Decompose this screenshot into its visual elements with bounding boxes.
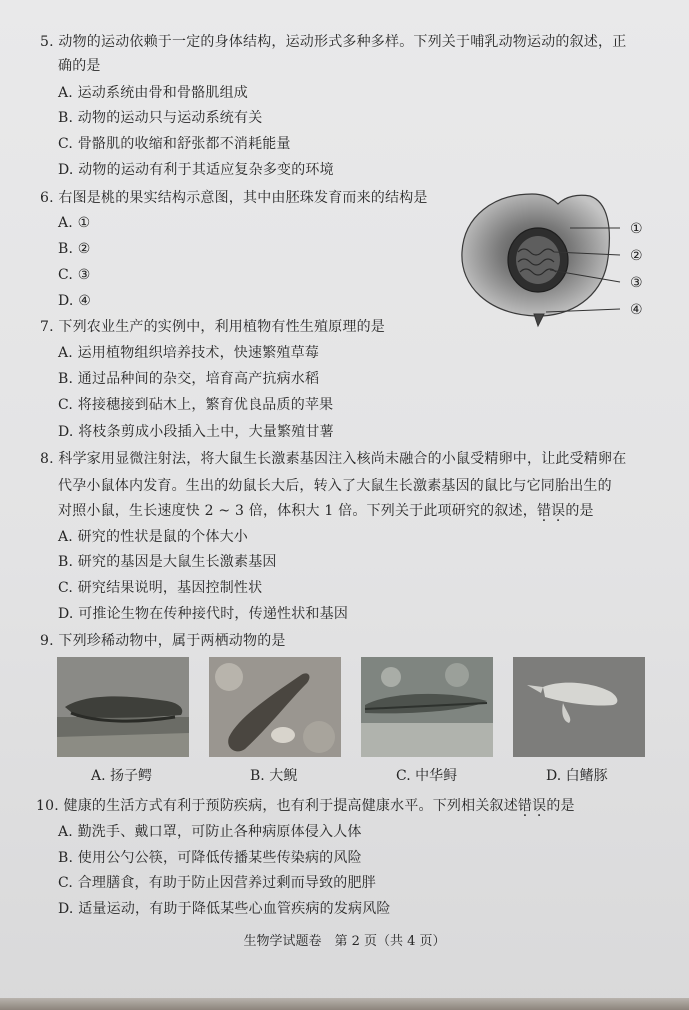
q8-stem-line3-pre: 对照小鼠，生长速度快 2 ~ 3 倍，体积大 1 倍。下列关于此项研究的叙述， xyxy=(58,503,537,519)
photo-baiji-dolphin xyxy=(513,657,645,757)
peach-fruit-diagram xyxy=(458,188,654,330)
q8-option-d: D. 可推论生物在传种接代时，传递性状和基因 xyxy=(58,606,349,622)
q8-option-a: A. 研究的性状是鼠的个体大小 xyxy=(58,529,249,545)
q8-stem-line3 xyxy=(58,502,594,520)
fig-label-1: ① xyxy=(630,221,643,237)
q8-stem-line3-post: 的是 xyxy=(565,503,594,519)
q10-option-b: B. 使用公勺公筷，可降低传播某些传染病的风险 xyxy=(58,850,362,866)
q6-option-a: A. ① xyxy=(58,215,91,231)
fig-label-3: ③ xyxy=(630,275,643,291)
q8-emphasis-char-1: 错 xyxy=(536,503,552,519)
q8-option-c: C. 研究结果说明，基因控制性状 xyxy=(58,580,263,596)
q5-option-c: C. 骨骼肌的收缩和舒张都不消耗能量 xyxy=(58,136,291,152)
q10-stem xyxy=(36,797,575,815)
page-footer: 生物学试题卷 第 2 页（共 4 页） xyxy=(243,934,446,949)
q10-option-c: C. 合理膳食，有助于防止因营养过剩而导致的肥胖 xyxy=(58,875,376,891)
q7-option-b: B. 通过品种间的杂交，培育高产抗病水稻 xyxy=(58,371,320,387)
q6-stem: 6. 右图是桃的果实结构示意图，其中由胚珠发育而来的结构是 xyxy=(40,190,428,206)
q6-option-b: B. ② xyxy=(58,241,91,257)
q10-emphasis-char-1: 错 xyxy=(517,798,533,814)
q5-option-d: D. 动物的运动有利于其适应复杂多变的环境 xyxy=(58,162,334,178)
q10-stem-post: 的是 xyxy=(546,798,575,814)
q5-stem-line2: 确的是 xyxy=(58,58,101,74)
q5-stem-line1: 5. 动物的运动依赖于一定的身体结构，运动形式多种多样。下列关于哺乳动物运动的叙述，正 xyxy=(40,34,627,50)
q9-option-c: C. 中华鲟 xyxy=(396,768,458,784)
q8-stem-line2: 代孕小鼠体内发育。生出的幼鼠长大后，转入了大鼠生长激素基因的鼠比与它同胎出生的 xyxy=(58,478,612,494)
photo-chinese-alligator xyxy=(57,657,189,757)
q7-option-c: C. 将接穗接到砧木上，繁育优良品质的苹果 xyxy=(58,397,334,413)
q6-option-d: D. ④ xyxy=(58,293,91,309)
q10-stem-pre: 10. 健康的生活方式有利于预防疾病，也有利于提高健康水平。下列相关叙述 xyxy=(36,798,518,814)
q6-option-c: C. ③ xyxy=(58,267,91,283)
q9-option-a: A. 扬子鳄 xyxy=(91,768,153,784)
q5-option-a: A. 运动系统由骨和骨骼肌组成 xyxy=(58,85,249,101)
q10-option-d: D. 适量运动，有助于降低某些心血管疾病的发病风险 xyxy=(58,901,391,917)
q9-stem: 9. 下列珍稀动物中，属于两栖动物的是 xyxy=(40,633,286,649)
q8-option-b: B. 研究的基因是大鼠生长激素基因 xyxy=(58,554,277,570)
q7-option-d: D. 将枝条剪成小段插入土中，大量繁殖甘薯 xyxy=(58,424,334,440)
desk-edge xyxy=(0,998,689,1010)
fig-label-2: ② xyxy=(630,248,643,264)
q9-option-b: B. 大鲵 xyxy=(250,768,298,784)
q9-option-d: D. 白鳍豚 xyxy=(546,768,608,784)
q10-emphasis-char-2: 误 xyxy=(532,798,547,814)
q7-stem: 7. 下列农业生产的实例中，利用植物有性生殖原理的是 xyxy=(40,319,386,335)
fig-label-4: ④ xyxy=(630,302,643,318)
photo-chinese-sturgeon xyxy=(361,657,493,757)
q5-option-b: B. 动物的运动只与运动系统有关 xyxy=(58,110,263,126)
q8-stem-line1: 8. 科学家用显微注射法，将大鼠生长激素基因注入核尚未融合的小鼠受精卵中，让此受精卵在 xyxy=(40,451,627,467)
photo-giant-salamander xyxy=(209,657,341,757)
q10-option-a: A. 勤洗手、戴口罩，可防止各种病原体侵入人体 xyxy=(58,824,362,840)
q8-emphasis-char-2: 误 xyxy=(551,503,566,519)
q7-option-a: A. 运用植物组织培养技术，快速繁殖草莓 xyxy=(58,345,320,361)
